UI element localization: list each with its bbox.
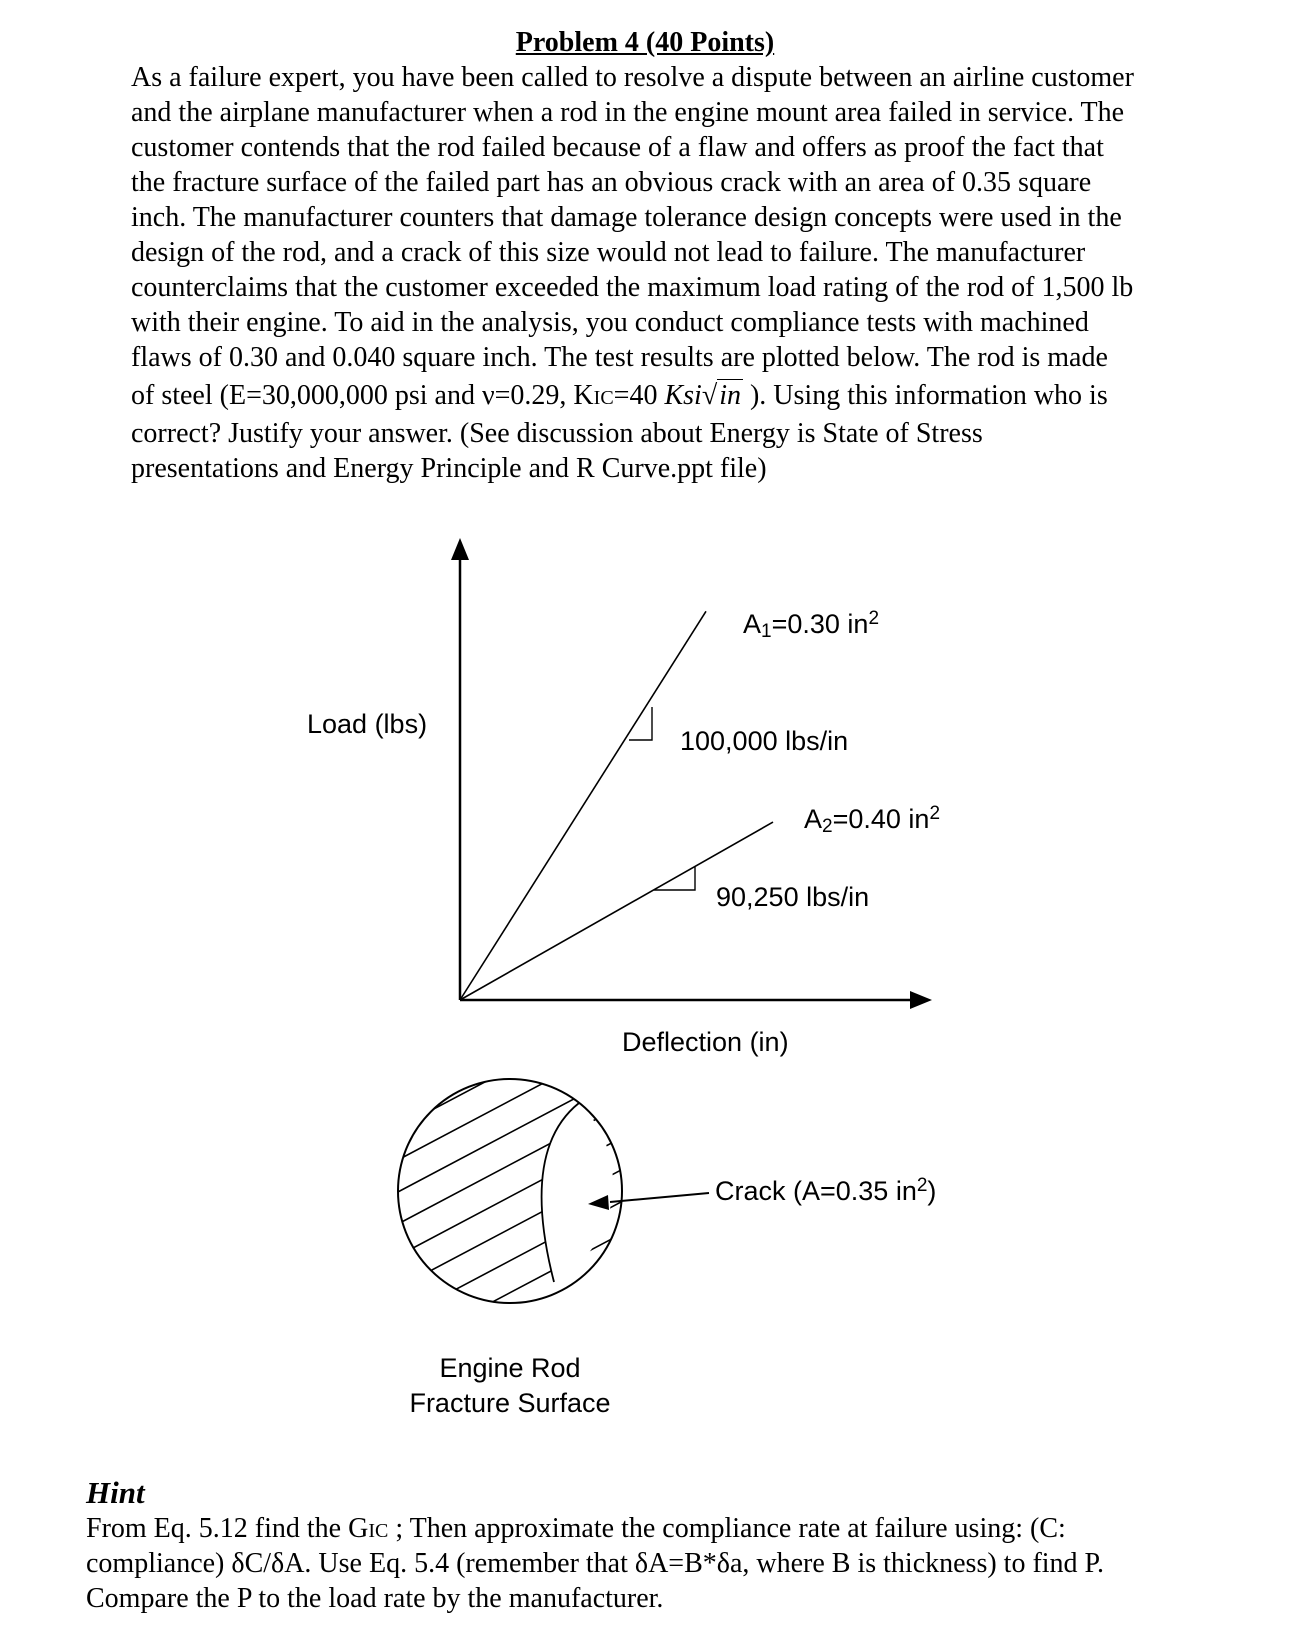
problem-line: customer contends that the rod failed because of a flaw and offers as proof the fact that <box>131 132 1104 163</box>
slope-triangle-a1 <box>629 707 652 740</box>
series-a2-label-val: =0.40 in <box>832 804 930 834</box>
problem-line: design of the rod, and a crack of this size would not lead to failure. The manufacturer <box>131 237 1086 268</box>
x-axis-label: Deflection (in) <box>622 1027 789 1057</box>
hint-line1-pre: From Eq. 5.12 find the G <box>86 1513 369 1544</box>
y-axis-label: Load (lbs) <box>307 709 428 739</box>
y-axis-arrow-icon <box>451 538 469 560</box>
crack-label-sup: 2 <box>916 1175 928 1196</box>
hint-line: compliance) δC/δA. Use Eq. 5.4 (remember that δA=B*δa, where B is thickness) to find P. <box>86 1548 1105 1579</box>
problem-line: counterclaims that the customer exceeded the maximum load rating of the rod of 1,500 lb <box>131 272 1134 303</box>
series-a2-label-pre: A <box>804 804 823 834</box>
crack-label-post: ) <box>927 1176 937 1206</box>
series-a2-label-sup: 2 <box>929 803 941 824</box>
crack-label <box>715 1175 936 1206</box>
problem-line: the fracture surface of the failed part has an obvious crack with an area of 0.35 square <box>131 167 1092 198</box>
series-a1-label-pre: A <box>743 609 762 639</box>
kic-subscript: IC <box>593 387 614 409</box>
series-a1-stiffness: 100,000 lbs/in <box>680 726 849 756</box>
problem-line: As a failure expert, you have been called to resolve a dispute between an airline customer <box>131 62 1134 93</box>
sqrt-radicand: in <box>719 380 741 411</box>
hint-line: Compare the P to the load rate by the manufacturer. <box>86 1583 664 1614</box>
rod-caption-line2: Fracture Surface <box>409 1388 611 1418</box>
series-a1-label-sub: 1 <box>761 621 772 642</box>
problem-line: presentations and Energy Principle and R Curve.ppt file) <box>131 453 767 484</box>
series-a2-label <box>804 803 940 837</box>
sqrt-symbol: √ <box>701 380 718 411</box>
hint-title: Hint <box>86 1475 145 1510</box>
hint-line1-post: ; Then approximate the compliance rate at failure using: (C: <box>388 1513 1066 1544</box>
rod-caption-line1: Engine Rod <box>439 1353 581 1383</box>
material-pre: of steel (E=30,000,000 psi and <box>131 380 482 411</box>
rod-fracture-surface <box>360 1000 709 1404</box>
hint-body <box>86 1511 1246 1616</box>
problem-line: and the airplane manufacturer when a rod in the engine mount area failed in service. The <box>131 97 1125 128</box>
problem-line: with their engine. To aid in the analysis, you conduct compliance tests with machined <box>131 307 1089 338</box>
crack-label-pre: Crack (A=0.35 in <box>715 1176 917 1206</box>
material-post: ). Using this information who is <box>742 380 1108 411</box>
problem-line: inch. The manufacturer counters that damage tolerance design concepts were used in the <box>131 202 1122 233</box>
series-line-a1 <box>460 611 706 1000</box>
poisson-symbol: ν <box>481 380 495 411</box>
problem-line: flaws of 0.30 and 0.040 square inch. The test results are plotted below. The rod is made <box>131 342 1108 373</box>
hint-line <box>86 1511 1246 1546</box>
series-a1-label-val: =0.30 in <box>771 609 869 639</box>
gic-subscript: IC <box>368 1520 389 1542</box>
series-a2-stiffness: 90,250 lbs/in <box>716 882 870 912</box>
series-a1-label-sup: 2 <box>868 608 880 629</box>
problem-title: Problem 4 (40 Points) <box>515 27 775 58</box>
material-mid: =0.29, K <box>494 380 594 411</box>
material-eq: =40 <box>613 380 665 411</box>
x-axis-arrow-icon <box>910 991 932 1009</box>
series-a1-label <box>743 608 879 642</box>
problem-line: correct? Justify your answer. (See discussion about Energy is State of Stress <box>131 418 983 449</box>
ksi-unit: Ksi <box>664 380 702 411</box>
series-a2-label-sub: 2 <box>822 816 833 837</box>
crack-pointer <box>610 1193 709 1202</box>
